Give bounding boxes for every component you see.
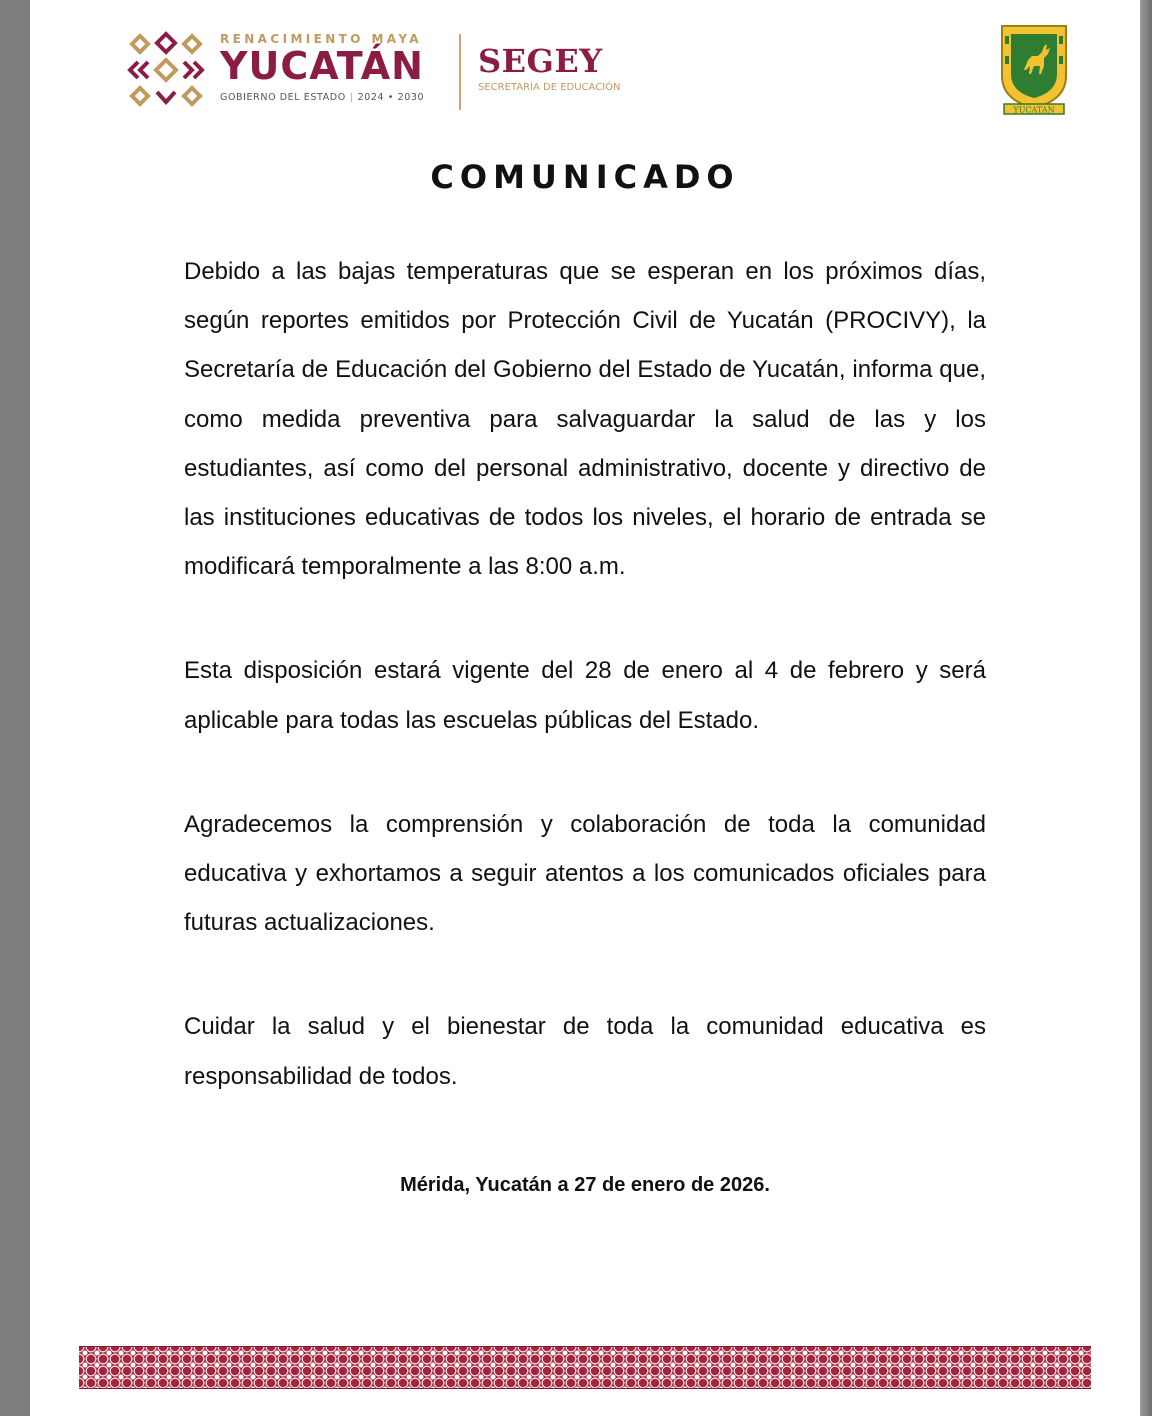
government-logo — [126, 30, 646, 114]
logo-period: 2024 • 2030 — [357, 92, 425, 103]
viewer-edge — [1140, 0, 1152, 1416]
footer-pattern-band — [79, 1346, 1091, 1389]
paragraph-announcement: Debido a las bajas temperaturas que se esperan en los próximos días, según reportes emitidos por Protección Civil de Yucatán (PROCIVY), la Secretaría de Educación del Gobierno del Estado de Yucatán, informa que, como medida preventiva para salvaguardar la salud de las y los estudiantes, así como del personal administrativo, docente y directivo de las instituciones educativas de todos los niveles, el horario de entrada se modificará temporalmente a las 8:00 a.m. — [184, 258, 986, 581]
document-signoff: Mérida, Yucatán a 27 de enero de 2026. — [400, 1174, 770, 1196]
logo-state-name: YUCATÁN — [220, 44, 424, 88]
coat-of-arms-label: YUCATAN — [1013, 105, 1055, 115]
document-title: COMUNICADO — [430, 158, 740, 196]
logo-government: GOBIERNO DEL ESTADO — [220, 92, 346, 103]
logo-divider — [459, 34, 461, 110]
paragraph-thanks: Agradecemos la comprensión y colaboración de toda la comunidad educativa y exhortamos a seguir atentos a los comunicados oficiales para futuras actualizaciones. — [184, 810, 986, 937]
state-logo-text — [220, 30, 450, 103]
paragraph-validity: Esta disposición estará vigente del 28 de enero al 4 de febrero y será aplicable para todas las escuelas públicas del Estado. — [184, 657, 986, 734]
agency-acronym: SEGEY — [478, 42, 603, 80]
agency-logo — [478, 44, 620, 93]
agency-name: SECRETARÍA DE EDUCACIÓN — [478, 82, 621, 93]
logo-government-line — [220, 92, 450, 103]
maya-pattern-icon — [126, 30, 206, 110]
logo-separator: | — [349, 92, 354, 103]
coat-of-arms-icon — [998, 22, 1070, 116]
paragraph-closing: Cuidar la salud y el bienestar de toda la comunidad educativa es responsabilidad de todos. — [184, 1013, 986, 1090]
document-body — [184, 247, 986, 1156]
document-page — [30, 0, 1140, 1416]
logo-tagline: RENACIMIENTO MAYA — [220, 32, 422, 46]
